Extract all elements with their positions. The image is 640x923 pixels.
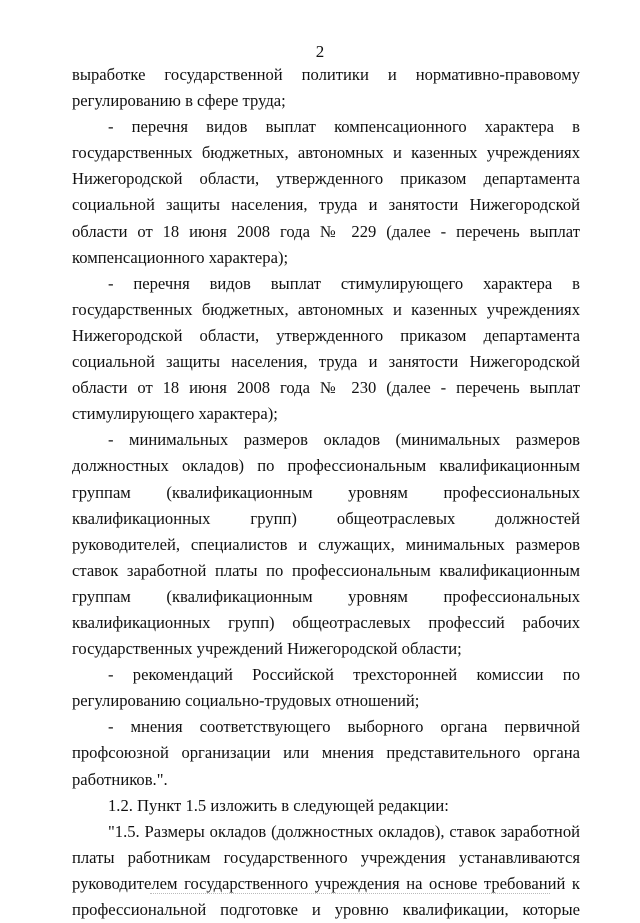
paragraph: - мнения соответствующего выборного органа первичной профсоюзной организации или мнения представительного органа работников.". [72, 717, 580, 789]
paragraph-continued: "1.5. Размеры окладов (должностных окладов), ставок заработной платы работникам государственного учреждения устанавливаются руководителем государственного учреждения на основе требований к профессиональной подготовке и уровню квалификации, которые [72, 821, 580, 919]
scan-edge-mark [150, 893, 550, 894]
paragraph: выработке государственной политики и нормативно-правовому регулированию в сфере труда; [72, 65, 580, 111]
page-number: 2 [315, 42, 325, 61]
paragraph: 1.2. Пункт 1.5 изложить в следующей редакции: [108, 795, 449, 815]
document-body [72, 62, 580, 923]
paragraph: - рекомендаций Российской трехсторонней комиссии по регулированию социально-трудовых отношений; [72, 665, 580, 711]
paragraph: - перечня видов выплат компенсационного характера в государственных бюджетных, автономных и казенных учреждениях Нижегородской области, утвержденного приказом департамента социальной защиты населения, труда и занятости Нижегородской области от 18 июня 2008 года № 229 (далее - перечень выплат компенсационного характера); [72, 117, 580, 267]
paragraph: - перечня видов выплат стимулирующего характера в государственных бюджетных, автономных и казенных учреждениях Нижегородской области, утвержденного приказом департамента социальной защиты населения, труда и занятости Нижегородской области от 18 июня 2008 года № 230 (далее - перечень выплат стимулирующего характера); [72, 273, 580, 424]
paragraph: - минимальных размеров окладов (минимальных размеров должностных окладов) по профессиональным квалификационным группам (квалификационным уровням профессиональных квалификационных групп) общеотраслевых должностей руководителей, специалистов и служащих, минимальных размеров ставок заработной платы по профессиональным квалификационным группам (квалификационным уровням профессиональных квалификационных групп) общеотраслевых профессий рабочих государственных учреждений Нижегородской области; [72, 430, 580, 659]
